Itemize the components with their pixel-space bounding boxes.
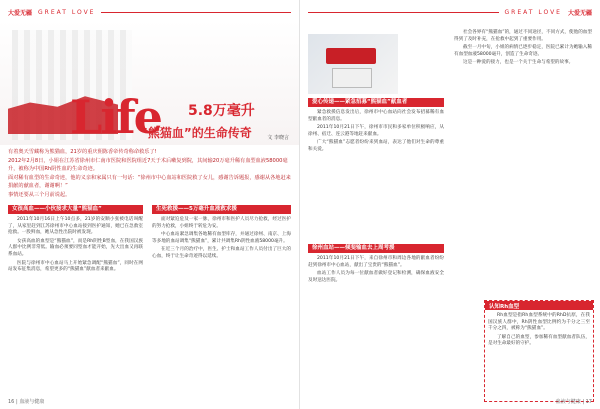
right-column-1 xyxy=(308,98,444,156)
right-header xyxy=(308,6,592,18)
body-paragraph: 血站工作人员为每一位献血者做好登记和检测，确保血液安全及时送达医院。 xyxy=(308,271,444,283)
body-paragraph: 在近三个月的治疗中，医生、护士和血站工作人员付出了巨大的心血，终于让生命奇迹得以延续。 xyxy=(152,247,291,259)
header-tag: GREAT LOVE xyxy=(504,8,562,16)
right-page xyxy=(300,0,600,409)
body-paragraph: 女孩高血的血型是“熊猫血”，而是Rh阴性B型血，在我国汉族人群中比例非常低。输血必须要同型血才能开始，先大出血又再联系血站。 xyxy=(8,238,143,257)
header-rule xyxy=(101,12,291,13)
right-footer: 血液与健康 | 17 xyxy=(555,399,592,405)
hero-subtitle: “熊猫血”的生命传奇 xyxy=(140,126,252,140)
body-paragraph: 面对紧迫危及一家一脉，徐州市和医护人员尽力抢救，经过医护的努力抢救，小姐终于转危为安。 xyxy=(152,217,291,229)
header-brand: 大爱无疆 xyxy=(567,9,592,17)
intro-paragraph: 2012年2月8日，小姐在江苏省徐州市仁南市医院和医院组近7天于术后嗽复到院，其间输20万毫升稀有血型血液58000毫升，被称为中国Rh阴性血的生命奇迹。 xyxy=(8,158,288,172)
body-paragraph: 2011年10月21日下午，徐州市市民和多家单位积极响应，从徐州、宿迁、连云港等地赶来献血。 xyxy=(308,125,444,137)
body-paragraph: 了解自己的血型，参加稀有血型献血者队伍，是对生命最好的守护。 xyxy=(488,334,590,347)
section-heading-4: 徐州血站——倾斐输血去上周考援 xyxy=(308,244,444,253)
rh-info-text xyxy=(485,310,593,353)
header-brand: 大爱无疆 xyxy=(8,9,33,17)
section-heading-2: 生死救援——5万毫升血液救求援 xyxy=(152,205,291,214)
left-column-1 xyxy=(8,205,143,276)
right-column-1b xyxy=(308,244,444,286)
life-wordmark: Life xyxy=(70,90,161,144)
section-heading-1: 女孩高血——小伙接求大量“熊猫血” xyxy=(8,205,143,214)
body-paragraph: 社会各界有“熊猫血”的，通过不同途径，不同方式，使他的血型得到了及时补充，在抢救中起到了重要作用。 xyxy=(454,30,592,42)
left-column-2 xyxy=(152,205,291,263)
body-paragraph: 紧急救援信息发出后，徐州市中心血站向社会发布招募稀有血型献血者的消息。 xyxy=(308,110,444,122)
intro-paragraph: 面对稀有血型的生命奇迹，他的义亲和家属只有一句话：“徐州市中心血站和医院救了女儿，感谢告诉题报，感谢从各地赶来捐献的献血者，谢谢啊！” xyxy=(8,175,291,189)
rh-info-box xyxy=(484,300,594,402)
header-rule xyxy=(308,12,499,13)
body-paragraph: 2011年10月16日上午10点多，21岁的安顺小张被电话叫醒了，从家里赶到江苏徐州市中心血站接到医护通知，她已在急救室抢救。一股鲜血，她从急性出院时被发现。 xyxy=(8,217,143,236)
left-header xyxy=(8,6,291,18)
left-footer: 16 | 血液与健康 xyxy=(8,399,45,405)
body-paragraph: 这是一种爱的接力，也是一个关于生命与希望的故事。 xyxy=(463,60,574,66)
section-heading-3: 爱心传递——紧急招募“熊猫血”献血者 xyxy=(308,98,444,107)
body-paragraph: Rh血型是指Rh血型系统中的RhD抗原，在我国汉族人群中，Rh阴性血型比例约为千分之三至千分之四，被称为“熊猫血”。 xyxy=(488,313,590,332)
intro-paragraph: 有着奥天雪藏称为熊猫血，21岁的重庆佣陈香帝传奇称命救乐了! xyxy=(8,149,157,155)
body-paragraph: 中心血站紧急调集各地稀有血型库存，并通过徐州、南京、上海等多地的血站调集“熊猫血”，累计共调集Rh阴性血液58000毫升。 xyxy=(152,232,291,244)
body-paragraph: 2011年10月21日下午，来自徐州市和周边各地的献血者纷纷赶到徐州市中心血站，献出了宝贵的“熊猫血”。 xyxy=(308,256,444,268)
blood-bag-photo xyxy=(308,34,398,94)
hero-number xyxy=(188,100,255,120)
hero-banner xyxy=(0,20,299,145)
header-tag: GREAT LOVE xyxy=(38,8,96,16)
body-paragraph: 医院与徐州市中心血站马上开始紧急调配“熊猫血”，同时在网站发布征集消息，希望更多的“熊猫血”献血者来献血。 xyxy=(8,260,143,273)
section-heading-5: 认知Rh血型 xyxy=(485,301,593,310)
blood-tube-image xyxy=(326,48,376,64)
right-column-2 xyxy=(454,30,592,69)
intro-paragraph: 事情还要从三个月前说起。 xyxy=(8,192,71,198)
hero-number-value: 5.8万 xyxy=(188,103,227,119)
intro-text xyxy=(8,148,291,200)
byline: 文 李晓言 xyxy=(267,135,289,141)
body-paragraph: 截至一月中旬，小姐的病情已逐步稳定，医院已累计为她输入稀有血型血液58000毫升，创造了生命奇迹。 xyxy=(454,45,592,57)
blood-bag-image xyxy=(332,68,372,88)
body-paragraph: 广大“熊猫血”志愿者纷纷来到血站，表达了他们对生命的尊重和关爱。 xyxy=(308,140,444,152)
hero-number-tail: 毫升 xyxy=(226,103,255,119)
